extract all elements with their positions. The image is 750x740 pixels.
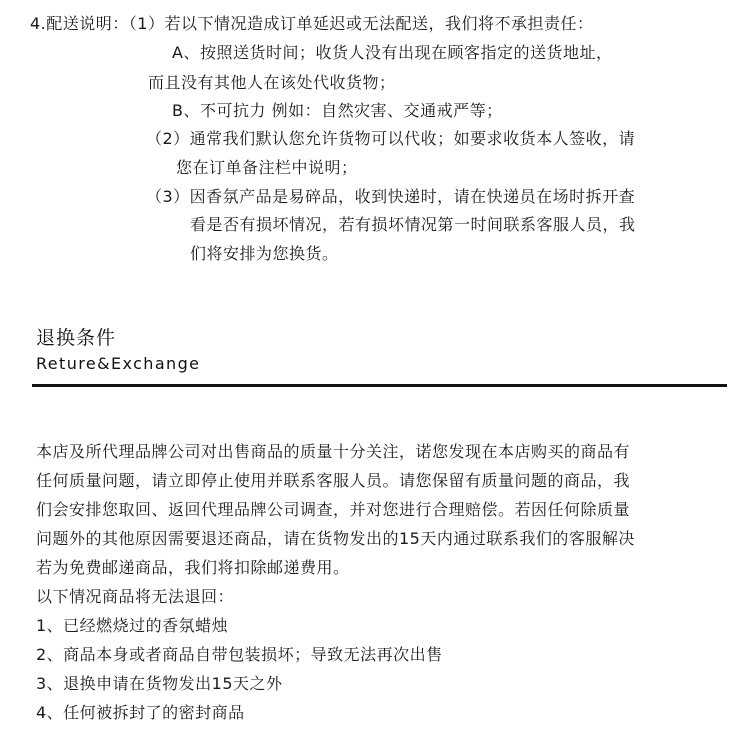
returns-list-item-4: 4、任何被拆封了的密封商品 xyxy=(36,703,245,722)
returns-line-2: 任何质量问题，请立即停止使用并联系客服人员。请您保留有质量问题的商品，我 xyxy=(36,471,631,490)
delivery-line-9: 们将安排为您换货。 xyxy=(190,244,339,263)
delivery-line-4: B、不可抗力 例如：自然灾害、交通戒严等； xyxy=(172,101,503,120)
returns-list-item-1: 1、已经燃烧过的香氛蜡烛 xyxy=(36,616,229,635)
delivery-line-1: 4.配送说明：（1）若以下情况造成订单延迟或无法配送，我们将不承担责任： xyxy=(30,14,594,33)
section-title: 退换条件 xyxy=(36,327,117,349)
returns-line-4: 问题外的其他原因需要退还商品，请在货物发出的15天内通过联系我们的客服解决 xyxy=(36,529,635,548)
delivery-line-2: A、按照送货时间；收货人没有出现在顾客指定的送货地址， xyxy=(172,43,613,62)
section-subtitle: Reture&Exchange xyxy=(36,354,201,373)
returns-line-1: 本店及所代理品牌公司对出售商品的质量十分关注，诺您发现在本店购买的商品有 xyxy=(36,442,631,461)
delivery-line-5: （2）通常我们默认您允许货物可以代收；如要求收货本人签收，请 xyxy=(146,129,636,148)
delivery-line-7: （3）因香氛产品是易碎品，收到快递时，请在快递员在场时拆开查 xyxy=(146,187,636,206)
returns-line-3: 们会安排您取回、返回代理品牌公司调查，并对您进行合理赔偿。若因任何除质量 xyxy=(36,500,631,519)
returns-line-5: 若为免费邮递商品，我们将扣除邮递费用。 xyxy=(36,558,350,577)
returns-line-6: 以下情况商品将无法退回： xyxy=(36,587,235,606)
returns-list-item-2: 2、商品本身或者商品自带包装损坏；导致无法再次出售 xyxy=(36,645,443,664)
delivery-line-6: 您在订单备注栏中说明； xyxy=(176,158,358,177)
delivery-line-8: 看是否有损坏情况，若有损坏情况第一时间联系客服人员，我 xyxy=(190,215,636,234)
delivery-line-3: 而且没有其他人在该处代收货物； xyxy=(148,73,396,92)
returns-list-item-3: 3、退换申请在货物发出15天之外 xyxy=(36,674,283,693)
section-divider xyxy=(32,384,727,387)
